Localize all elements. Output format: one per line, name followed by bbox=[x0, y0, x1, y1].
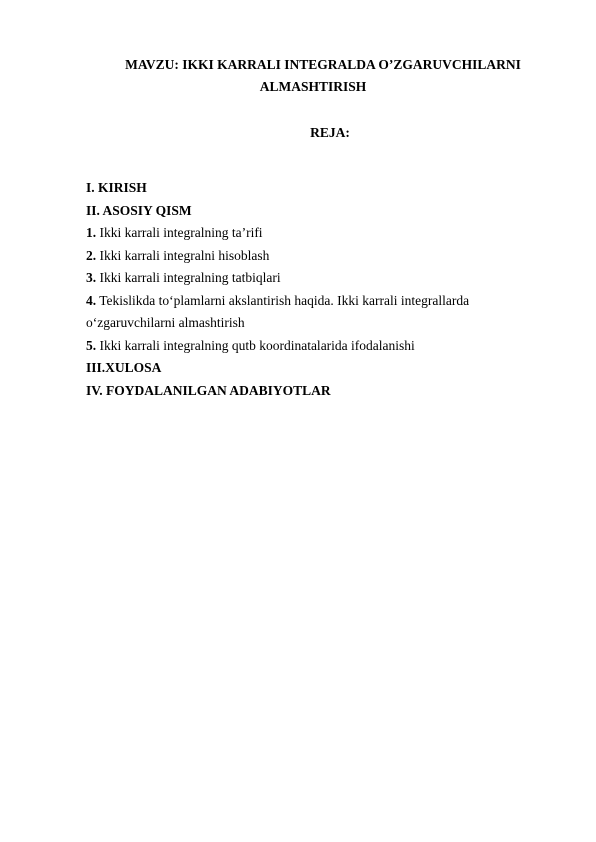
outline-text: I. KIRISH bbox=[86, 180, 147, 195]
outline-section bbox=[86, 380, 546, 403]
plan-outline bbox=[86, 177, 546, 402]
outline-text: Ikki karrali integralni hisoblash bbox=[96, 247, 270, 263]
outline-item bbox=[86, 245, 546, 268]
outline-text: Ikki karrali integralning tatbiqlari bbox=[96, 270, 281, 285]
document-title-line-1: MAVZU: IKKI KARRALI INTEGRALDA O’ZGARUVCHILARNI bbox=[125, 57, 521, 72]
outline-section bbox=[86, 177, 546, 200]
outline-item-number: 5. bbox=[86, 337, 97, 353]
outline-item bbox=[86, 267, 546, 290]
outline-section bbox=[86, 357, 546, 380]
outline-item-number: 4. bbox=[86, 292, 97, 308]
plan-heading: REJA: bbox=[310, 125, 350, 140]
outline-text: IV. FOYDALANILGAN ADABIYOTLAR bbox=[86, 382, 331, 398]
outline-item-number: 1. bbox=[86, 225, 97, 240]
outline-item-number: 2. bbox=[86, 247, 97, 263]
outline-section bbox=[86, 200, 546, 223]
outline-item bbox=[86, 290, 546, 313]
outline-text: Ikki karrali integralning ta’rifi bbox=[96, 225, 263, 240]
outline-text: Tekislikda to‘plamlarni akslantirish haqida. Ikki karrali integrallarda bbox=[96, 292, 470, 308]
outline-item-continuation bbox=[86, 312, 546, 335]
outline-item bbox=[86, 222, 546, 245]
outline-text: III.XULOSA bbox=[86, 360, 162, 375]
outline-item bbox=[86, 335, 546, 358]
outline-item-number: 3. bbox=[86, 270, 97, 285]
outline-text: o‘zgaruvchilarni almashtirish bbox=[86, 315, 245, 330]
document-title-line-2: ALMASHTIRISH bbox=[259, 79, 367, 94]
outline-text: II. ASOSIY QISM bbox=[86, 202, 192, 218]
outline-text: Ikki karrali integralning qutb koordinatalarida ifodalanishi bbox=[96, 337, 415, 353]
